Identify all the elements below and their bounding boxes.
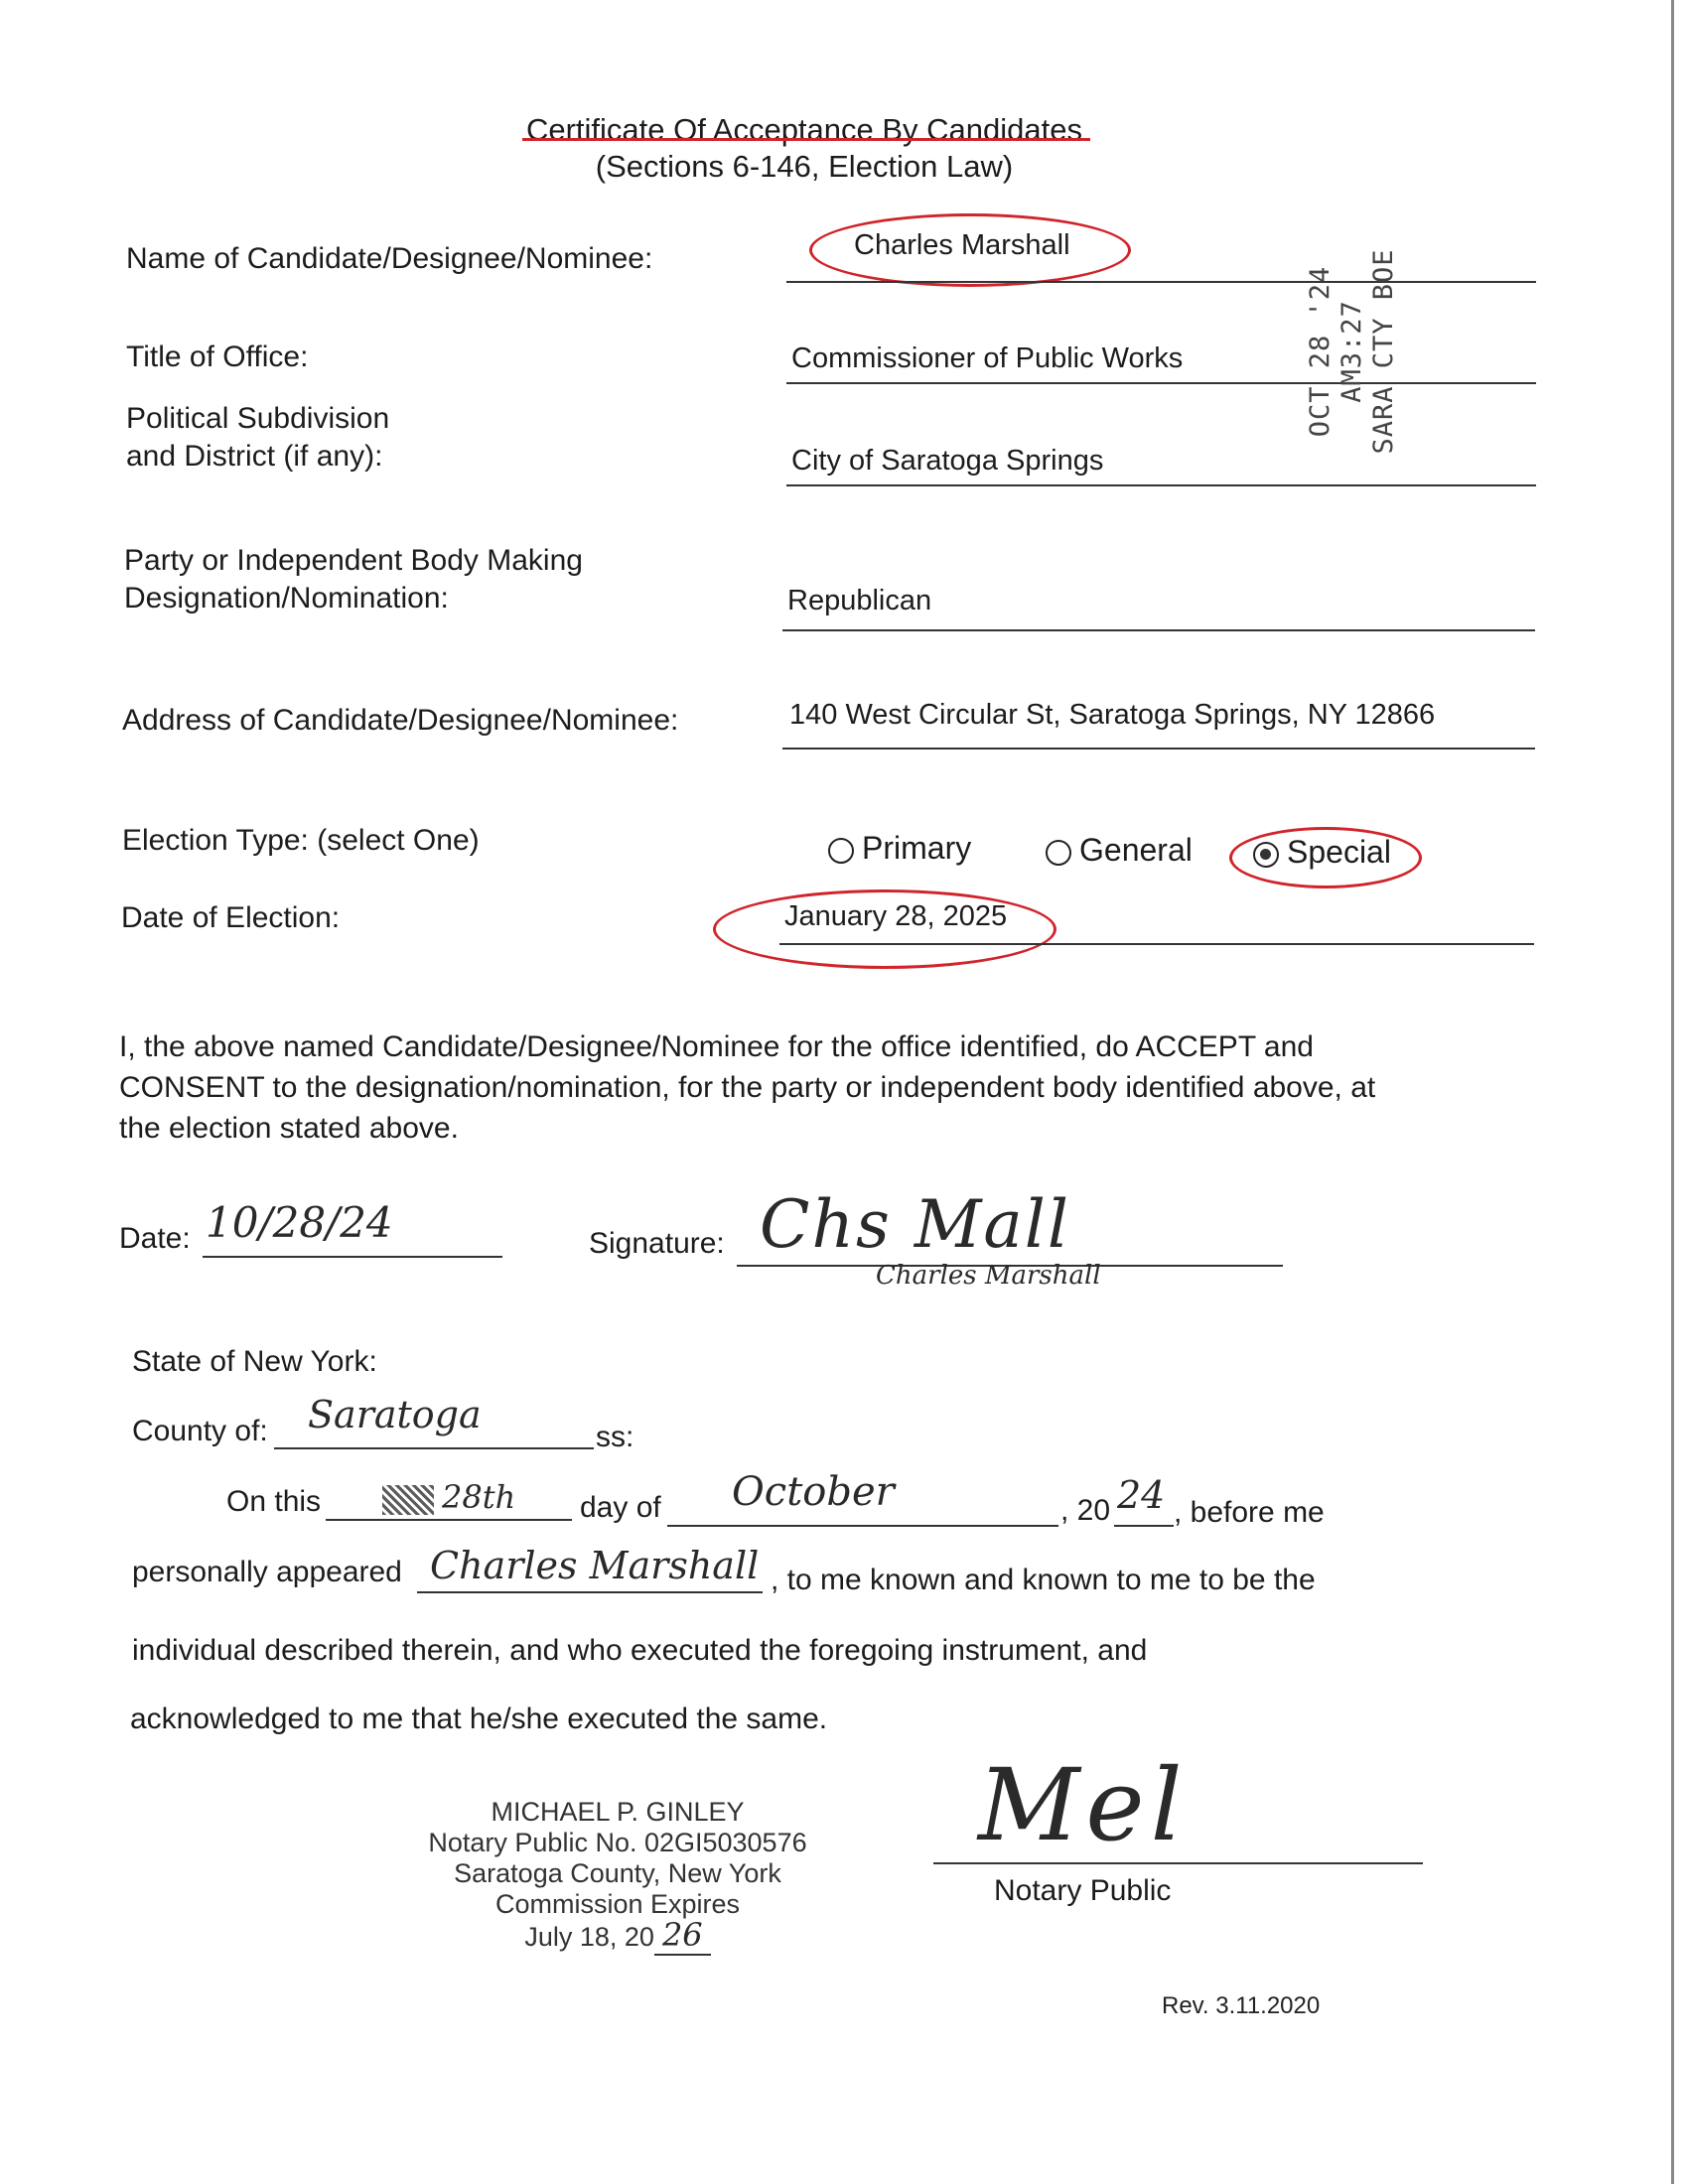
signature-scrawl: Chs Mall xyxy=(760,1186,1070,1263)
candidate-label: Name of Candidate/Designee/Nominee: xyxy=(126,242,653,275)
year-line xyxy=(1114,1525,1174,1527)
party-line xyxy=(782,629,1535,631)
before-me: , before me xyxy=(1174,1496,1325,1529)
revision-text: Rev. 3.11.2020 xyxy=(1162,1992,1321,2019)
radio-primary[interactable] xyxy=(828,838,854,864)
notary-signature: Mel xyxy=(978,1747,1189,1863)
candidate-circle-mark xyxy=(809,213,1131,287)
election-date-line xyxy=(779,943,1534,945)
notary-stamp xyxy=(409,1797,826,1953)
party-label-1: Party or Independent Body Making xyxy=(124,544,583,577)
year-value: 24 xyxy=(1117,1473,1166,1517)
day-line xyxy=(326,1519,572,1521)
county-line xyxy=(274,1447,594,1449)
option-special-label: Special xyxy=(1287,834,1391,870)
appeared-line xyxy=(417,1591,763,1593)
special-circle-mark xyxy=(1229,827,1422,888)
county-label: County of: xyxy=(132,1415,268,1447)
state-label: State of New York: xyxy=(132,1345,377,1378)
notary-stamp-commission: Commission Expires xyxy=(494,1889,741,1919)
office-value: Commissioner of Public Works xyxy=(791,342,1184,374)
notary-stamp-expiry-year: 26 xyxy=(654,1916,711,1956)
subdivision-line xyxy=(786,484,1536,486)
notary-stamp-expiry-prefix: July 18, 20 xyxy=(524,1922,654,1952)
address-value: 140 West Circular St, Saratoga Springs, NY 12866 xyxy=(789,699,1436,731)
candidate-line xyxy=(786,281,1536,283)
title-underline-mark xyxy=(522,138,1090,141)
month-line xyxy=(667,1525,1058,1527)
sign-date-value: 10/28/24 xyxy=(206,1198,393,1247)
printed-name: Charles Marshall xyxy=(876,1261,1101,1291)
county-value: Saratoga xyxy=(308,1393,482,1436)
document-subtitle xyxy=(0,148,1609,186)
office-label: Title of Office: xyxy=(126,341,309,373)
party-label-2: Designation/Nomination: xyxy=(124,582,449,614)
month-value: October xyxy=(732,1469,895,1515)
notary-stamp-county: Saratoga County, New York xyxy=(454,1858,781,1888)
office-line xyxy=(786,382,1536,384)
day-strikethrough-mark xyxy=(382,1485,434,1515)
subdivision-value: City of Saratoga Springs xyxy=(791,445,1104,477)
title-text: Certificate Of Acceptance By Candidates xyxy=(525,112,1082,147)
stamp-line-1: OCT 28 '24 AM3:27 xyxy=(1305,265,1367,438)
on-this-label: On this xyxy=(226,1485,322,1518)
received-stamp-text xyxy=(1305,209,1400,493)
address-line xyxy=(782,748,1535,750)
election-date-circle-mark xyxy=(713,889,1056,969)
notary-public-label: Notary Public xyxy=(994,1874,1172,1907)
address-label: Address of Candidate/Designee/Nominee: xyxy=(122,704,679,737)
sign-date-label: Date: xyxy=(119,1222,191,1255)
notary-stamp-number: Notary Public No. 02GI5030576 xyxy=(428,1828,807,1857)
notary-line-4: acknowledged to me that he/she executed the same. xyxy=(130,1703,828,1735)
subtitle-text: (Sections 6-146, Election Law) xyxy=(595,149,1014,184)
scan-edge-line xyxy=(1671,0,1674,2184)
appeared-name: Charles Marshall xyxy=(430,1544,760,1587)
election-date-value: January 28, 2025 xyxy=(784,900,1008,932)
subdivision-label-2: and District (if any): xyxy=(126,440,383,473)
subdivision-label-1: Political Subdivision xyxy=(126,402,390,435)
radio-general[interactable] xyxy=(1046,840,1071,866)
year-prefix: , 20 xyxy=(1060,1494,1111,1527)
sign-date-line xyxy=(203,1256,502,1258)
election-option-general[interactable] xyxy=(1046,830,1193,870)
known-text: , to me known and known to me to be the xyxy=(771,1564,1316,1596)
option-general-label: General xyxy=(1079,832,1193,868)
notary-stamp-expiry xyxy=(409,1916,826,1954)
document-title xyxy=(0,111,1609,149)
election-option-primary[interactable] xyxy=(828,828,971,868)
election-date-label: Date of Election: xyxy=(121,901,341,934)
notary-signature-line xyxy=(933,1862,1423,1864)
notary-stamp-name: MICHAEL P. GINLEY xyxy=(491,1797,745,1827)
election-type-label: Election Type: (select One) xyxy=(122,824,480,857)
consent-paragraph: I, the above named Candidate/Designee/Nominee for the office identified, do ACCEPT and CONSENT to the designation/nomination, for the party or independent body identified above, at the election stated above. xyxy=(119,1030,1376,1145)
candidate-value: Charles Marshall xyxy=(854,229,1070,261)
party-value: Republican xyxy=(787,585,932,616)
appeared-label: personally appeared xyxy=(132,1556,402,1588)
ss-label: ss: xyxy=(596,1421,634,1453)
day-of-label: day of xyxy=(580,1491,661,1524)
signature-label: Signature: xyxy=(589,1227,725,1260)
stamp-line-2: SARA CTY BOE xyxy=(1368,248,1399,455)
day-value: 28th xyxy=(442,1478,516,1516)
option-primary-label: Primary xyxy=(862,830,972,866)
received-stamp xyxy=(1296,199,1405,477)
notary-line-3: individual described therein, and who executed the foregoing instrument, and xyxy=(132,1634,1148,1667)
